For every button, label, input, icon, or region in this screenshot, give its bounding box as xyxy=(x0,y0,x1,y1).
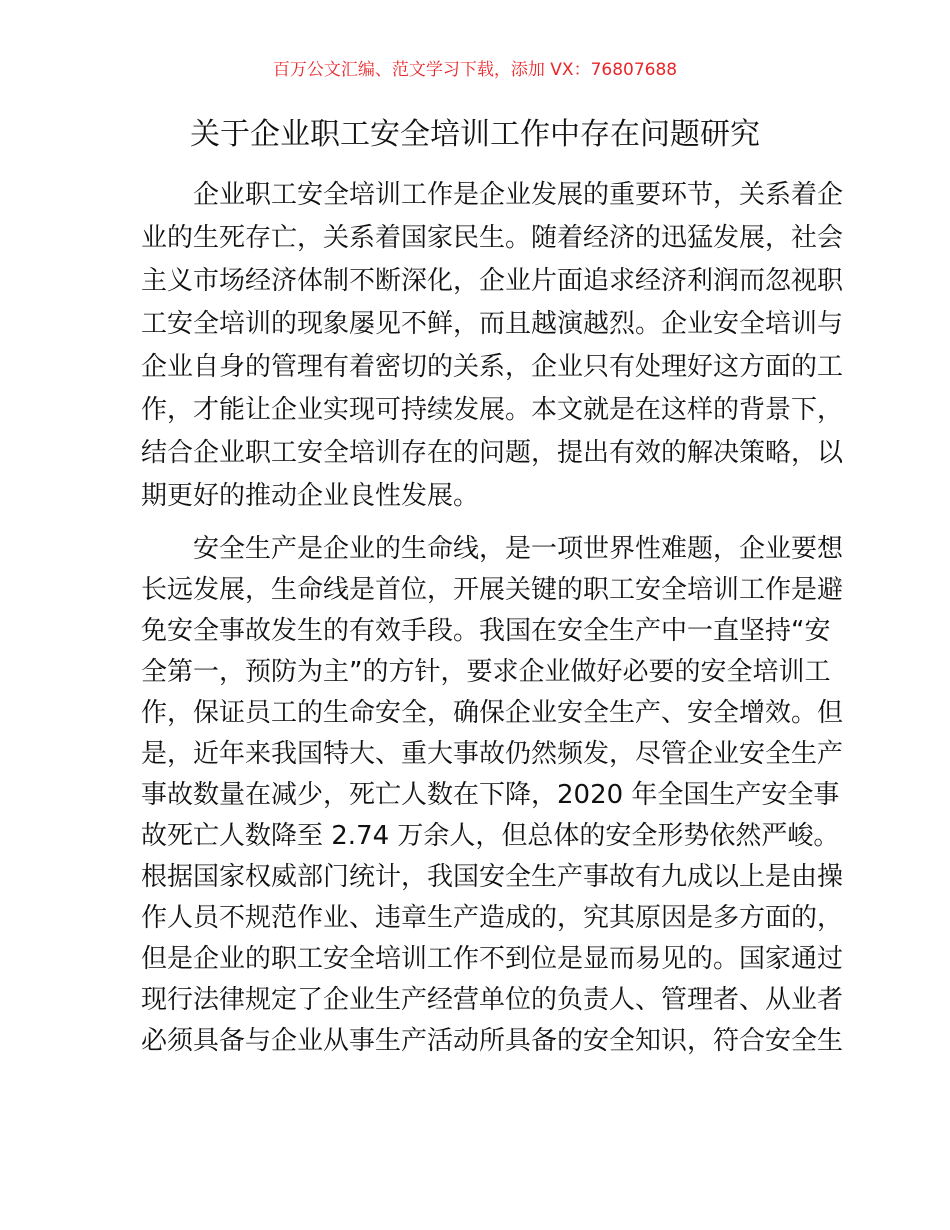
document-title: 关于企业职工安全培训工作中存在问题研究 xyxy=(190,117,760,152)
text-line: 结合企业职工安全培训存在的问题，提出有效的解决策略，以 xyxy=(141,438,844,468)
paragraph-1 xyxy=(141,174,844,518)
text-line: 期更好的推动企业良性发展。 xyxy=(141,481,480,511)
text-line: 作人员不规范作业、违章生产造成的，究其原因是多方面的， xyxy=(141,903,844,933)
text-line: 长远发展，生命线是首位，开展关键的职工安全培训工作是避 xyxy=(141,575,844,605)
text-line: 根据国家权威部门统计，我国安全生产事故有九成以上是由操 xyxy=(141,862,844,892)
text-line: 是，近年来我国特大、重大事故仍然频发，尽管企业安全生产 xyxy=(141,739,844,769)
text-line: 工安全培训的现象屡见不鲜，而且越演越烈。企业安全培训与 xyxy=(141,309,844,339)
text-line: 作，保证员工的生命安全，确保企业安全生产、安全增效。但 xyxy=(141,698,844,728)
text-line: 安全生产是企业的生命线，是一项世界性难题，企业要想 xyxy=(193,534,844,564)
text-line: 企业职工安全培训工作是企业发展的重要环节，关系着企 xyxy=(193,180,844,210)
text-line: 现行法律规定了企业生产经营单位的负责人、管理者、从业者 xyxy=(141,985,844,1015)
text-line: 全第一，预防为主”的方针，要求企业做好必要的安全培训工 xyxy=(141,657,831,687)
text-line: 主义市场经济体制不断深化，企业片面追求经济利润而忽视职 xyxy=(141,266,844,296)
text-line: 故死亡人数降至 2.74 万余人，但总体的安全形势依然严峻。 xyxy=(141,821,840,851)
text-line: 企业自身的管理有着密切的关系，企业只有处理好这方面的工 xyxy=(141,352,844,382)
paragraph-2 xyxy=(141,529,844,1062)
text-line: 事故数量在减少，死亡人数在下降，2020 年全国生产安全事 xyxy=(141,780,840,810)
text-line: 免安全事故发生的有效手段。我国在安全生产中一直坚持“安 xyxy=(141,616,831,646)
text-line: 但是企业的职工安全培训工作不到位是显而易见的。国家通过 xyxy=(141,944,844,974)
watermark-header: 百万公文汇编、范文学习下载，添加 VX：76807688 xyxy=(272,60,678,80)
text-line: 作，才能让企业实现可持续发展。本文就是在这样的背景下， xyxy=(141,395,844,425)
text-line: 必须具备与企业从事生产活动所具备的安全知识，符合安全生 xyxy=(141,1026,844,1056)
text-line: 业的生死存亡，关系着国家民生。随着经济的迅猛发展，社会 xyxy=(141,223,844,253)
